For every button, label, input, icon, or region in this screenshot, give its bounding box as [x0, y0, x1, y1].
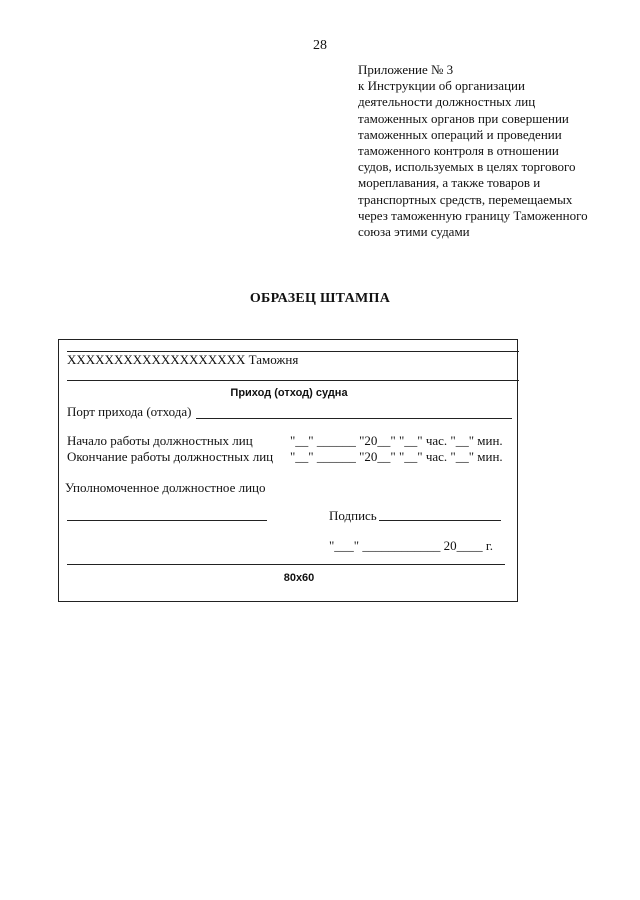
appendix-line: Приложение № 3	[358, 62, 454, 77]
port-label: Порт прихода (отхода)	[67, 404, 192, 419]
appendix-line: таможенных операций и проведении	[358, 126, 562, 142]
officer-label: Уполномоченное должностное лицо	[65, 480, 266, 495]
stamp-sample	[58, 339, 518, 602]
start-datetime: "__" ______ "20__" "__" час. "__" мин.	[290, 433, 503, 448]
appendix-line: через таможенную границу Таможенного	[358, 207, 588, 223]
appendix-line: союза этими судами	[358, 224, 470, 240]
stamp-heading: Приход (отход) судна	[230, 387, 348, 399]
appendix-line: к Инструкции об организации	[358, 78, 525, 94]
customs-name: XXXXXXXXXXXXXXXXXXX Таможня	[67, 352, 299, 367]
page-number: 28	[313, 38, 327, 53]
appendix-line: таможенных органов при совершении	[358, 110, 569, 126]
stamp-size: 80х60	[283, 572, 315, 584]
appendix-line: мореплавания, а также товаров и	[358, 175, 541, 191]
appendix-note	[358, 62, 608, 240]
officer-line	[67, 520, 267, 521]
document-title: ОБРАЗЕЦ ШТАМПА	[249, 291, 391, 306]
customs-rule	[67, 380, 519, 381]
appendix-line: транспортных средств, перемещаемых	[358, 191, 573, 207]
appendix-line: судов, используемых в целях торгового	[358, 159, 576, 175]
signature-label: Подпись	[329, 508, 377, 523]
port-line	[196, 418, 512, 419]
end-datetime: "__" ______ "20__" "__" час. "__" мин.	[290, 449, 503, 464]
end-label: Окончание работы должностных лиц	[67, 449, 274, 464]
appendix-line: деятельности должностных лиц	[358, 94, 536, 110]
bottom-rule	[67, 564, 505, 565]
appendix-line: таможенного контроля в отношении	[358, 143, 559, 159]
start-label: Начало работы должностных лиц	[67, 433, 253, 448]
date-line: "___" ____________ 20____ г.	[329, 538, 493, 553]
signature-line	[379, 520, 501, 521]
